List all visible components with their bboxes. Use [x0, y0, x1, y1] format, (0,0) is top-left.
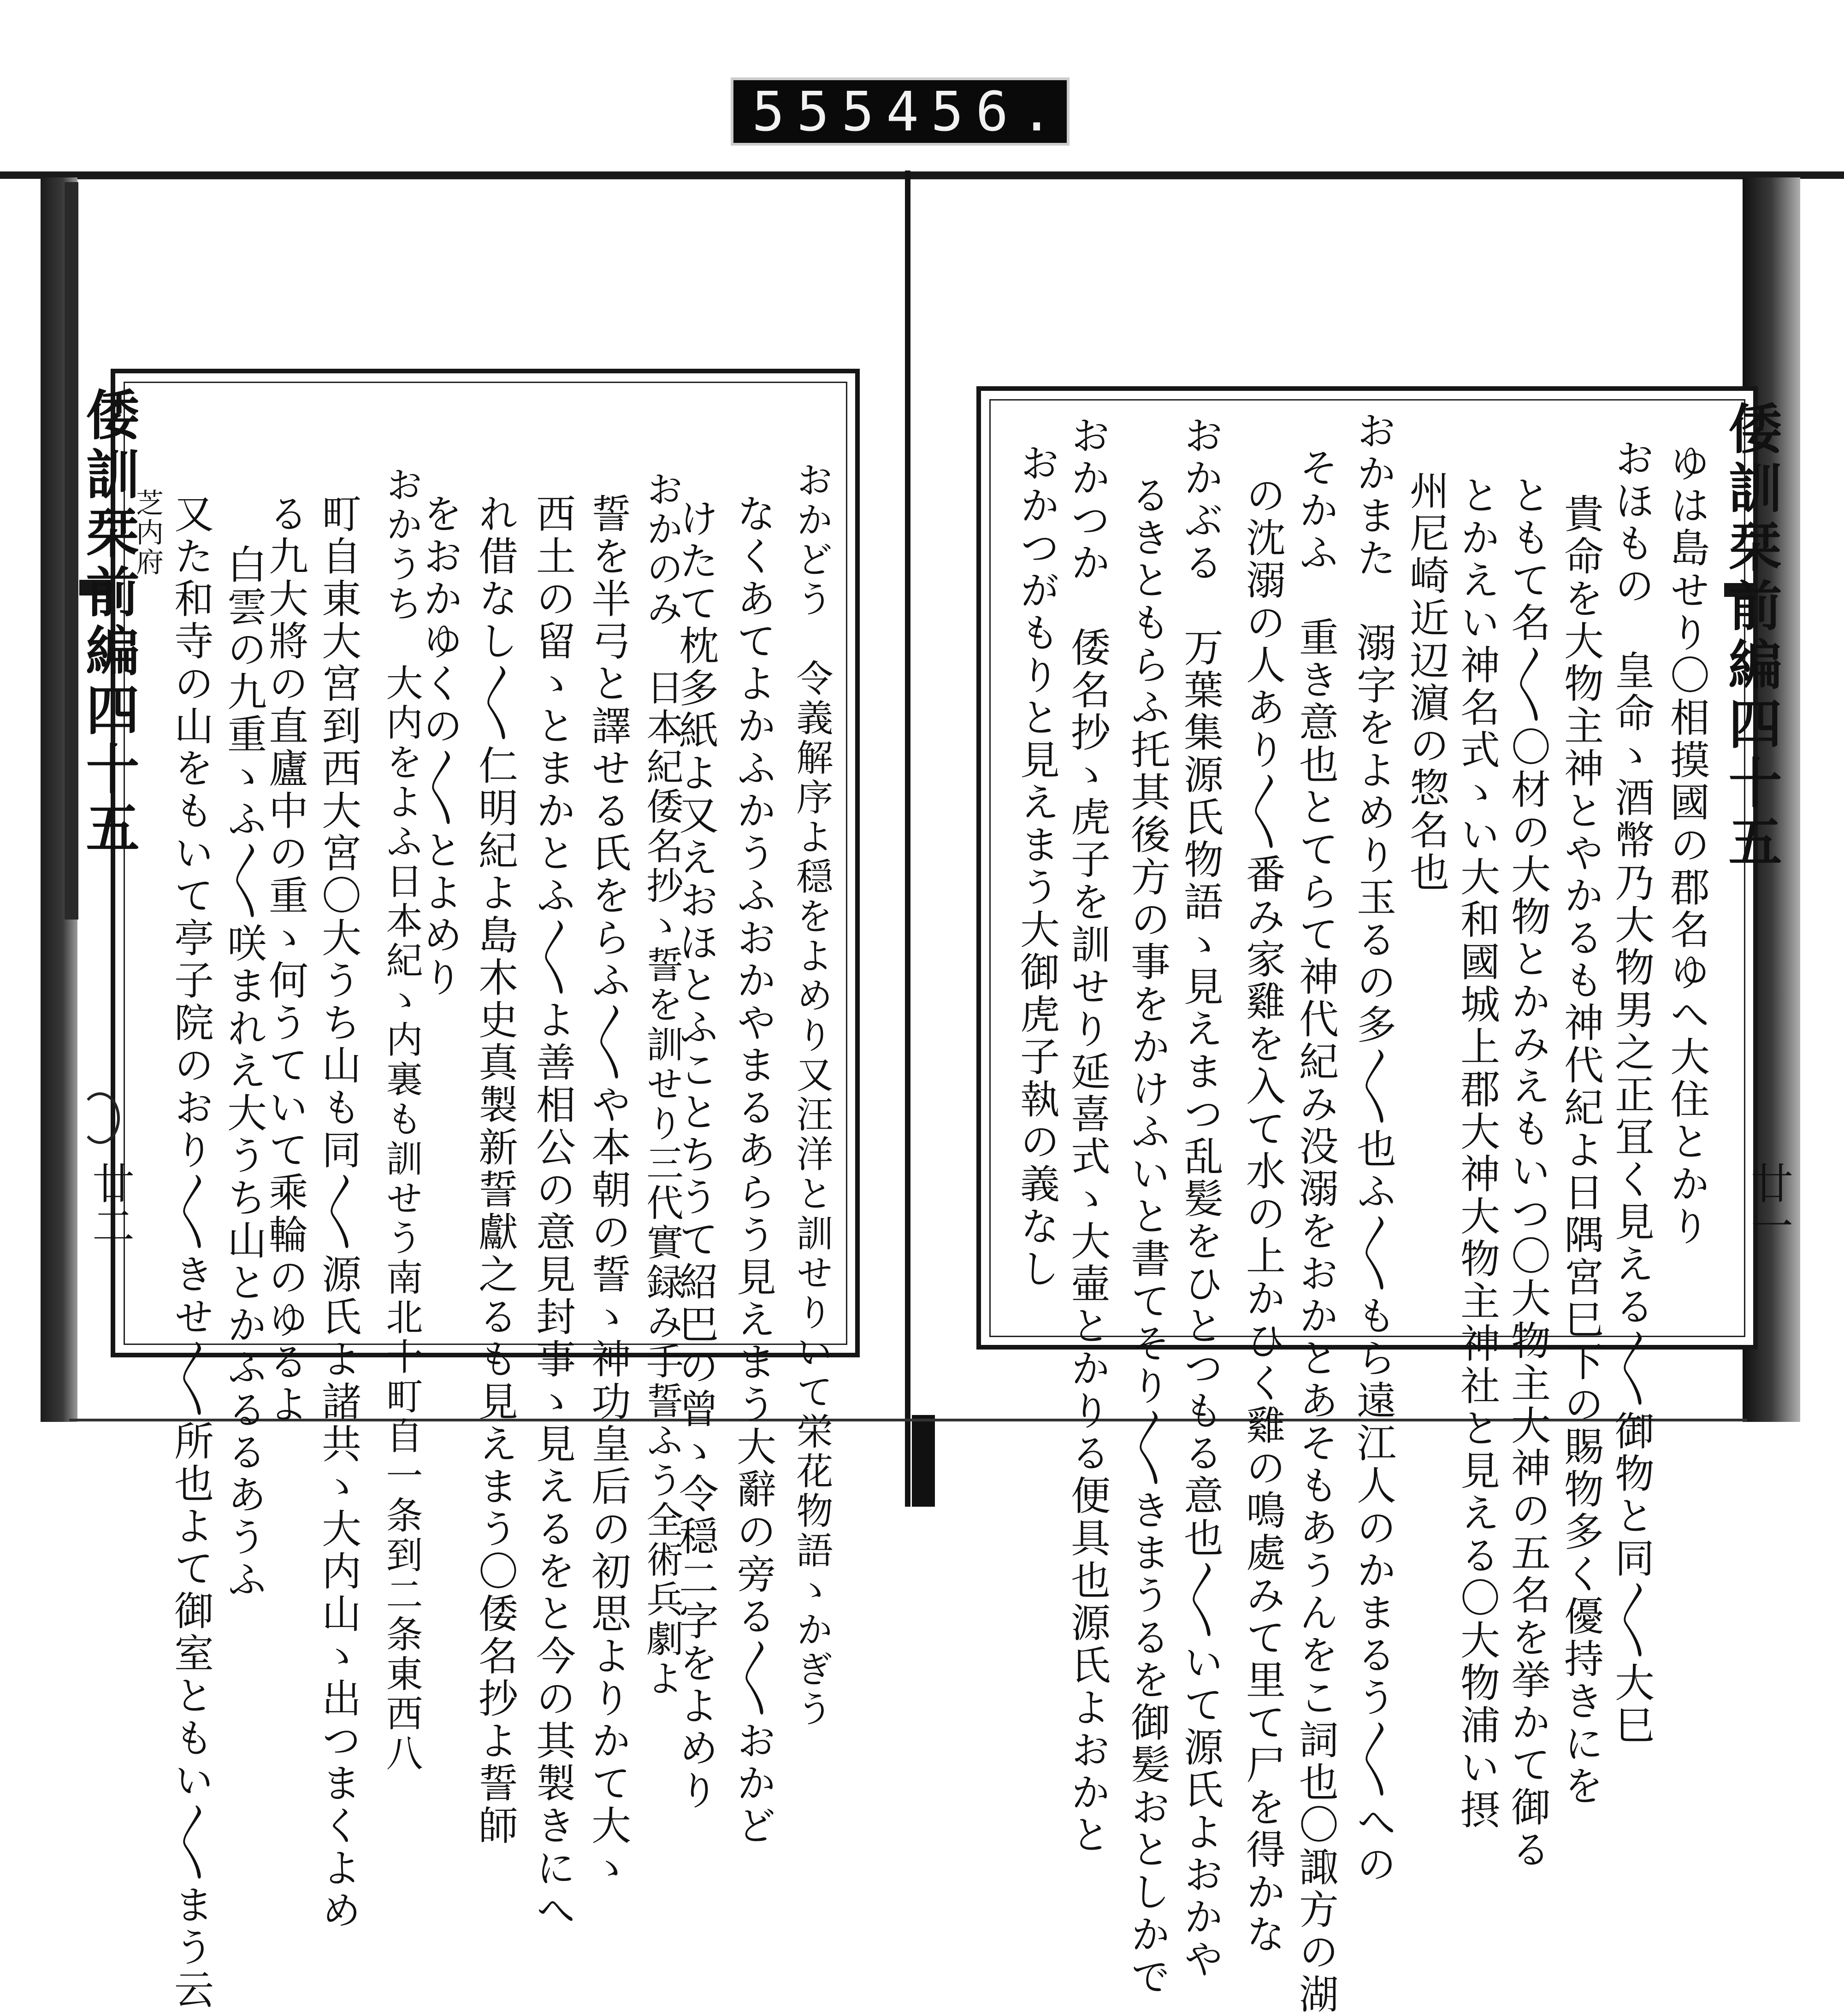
left-col-11: る九大將の直廬中の重ゝ何うていて乘輪のゆるよ	[262, 493, 308, 1426]
left-col-6: 西土の留ゝとまかとふ〳〵よ善相公の意見封事ゝ見えるをと今の其製きにへ	[529, 493, 575, 1932]
right-col-7: おかまた 溺字をよめり玉るの多〳〵也ふ〳〵もら遠江人のかまるう〳〵への	[1350, 410, 1396, 1886]
left-col-12: 白雲の九重ゝふ〳〵咲まれえ大うち山とかふるるあうふ	[220, 544, 266, 1601]
left-col-8: をおかゆくの〳〵とよめり	[416, 493, 462, 999]
right-col-12: おかつか 倭名抄ゝ虎子を訓せり延喜式ゝ大壷とかりる便具也源氏よおかと	[1064, 415, 1110, 1857]
right-col-4: ともて名〳〵〇材の大物とかみえもいつ〇大物主大神の五名を挙かて御る	[1504, 475, 1550, 1871]
spine-base	[912, 1415, 935, 1507]
right-col-2: おほもの 皇命ゝ酒幣乃大物男之正冝く見える〳〵御物と同〳〵大巳	[1608, 438, 1654, 1747]
left-col-5: 誓を半弓と譯せる氏をらふ〳〵や本朝の誓ゝ神功皇后の初思よりかて大ゝ	[585, 493, 631, 1890]
frame-number-left: 555	[752, 80, 887, 143]
right-col-9: の沈溺の人あり〳〵番み家雞を入て水の上かひく雞の鳴處みて里て尸を得かな	[1239, 475, 1285, 1956]
right-col-3: 貴命を大物主神とやかるも神代紀よ日隅宮巳下の賜物多く優持きにを	[1557, 493, 1603, 1808]
left-col-1: おかどう 令義解序よ穏をよめり又汪洋と訓せりいて栄花物語ゝかぎう	[790, 461, 833, 1729]
left-col-7: れ借なし〳〵仁明紀よ島木史真製新誓獻之るも見えまう〇倭名抄よ誓師	[472, 493, 518, 1847]
left-page-circle-mark	[80, 1092, 120, 1144]
right-col-5: とかえい神名式ゝい大和國城上郡大神大物主神社と見える〇大物浦い摂	[1454, 475, 1500, 1832]
right-col-13: おかつがもりと見えまう大御虎子執の義なし	[1013, 442, 1059, 1291]
left-col-13: 又た和寺の山をもいて亭子院のおり〳〵きせ〳〵所也よて御室ともい〳〵まう云	[167, 493, 213, 2011]
left-col-2: なくあてよかふかうふおかやまるあらう見えまう大辭の旁る〳〵おかど	[730, 493, 776, 1847]
left-col-9: おかうち 大内をよふ日本紀ゝ内裏も訓せう南北十町自一条到二条東西八	[380, 466, 423, 1774]
right-page-number: 廿一	[1744, 1161, 1793, 1246]
left-col-3: けたて枕多紙よ又えおほとふことちうて紹巴の曾ゝ令穏二字をよめり	[672, 498, 718, 1812]
right-col-10: おかぶる 万葉集源氏物語ゝ見えまつ乱髪をひとつもる意也〳〵いて源氏よおかや	[1177, 415, 1223, 1981]
left-col-14: 芝内府	[131, 489, 164, 577]
right-col-6: 州尼崎近辺濵の惣名也	[1403, 470, 1449, 894]
left-col-10: 町自東大宮到西大宮〇大うち山も同〳〵源氏よ諸共ゝ大内山ゝ出つまくよめ	[315, 493, 361, 1932]
left-page-number: 廿二	[85, 1161, 135, 1246]
left-page-title-tab: 倭訓栞前編四十五	[77, 387, 140, 859]
left-col-4: おかのみ 日本紀倭名抄ゝ誓を訓せり三代實録み手誓ふう全術兵劇よ	[640, 470, 683, 1699]
frame-number-right: 456.	[886, 80, 1065, 143]
frame-number-label	[731, 77, 1070, 146]
right-col-8: そかふ 重き意也とてらて神代紀み没溺をおかとあそもあうんをこ詞也〇諏方の湖	[1292, 447, 1338, 2016]
book-spine	[905, 171, 910, 1507]
right-col-1: ゆは島せり〇相摸國の郡名ゆへ大住とかり	[1663, 442, 1709, 1248]
right-page-title-tab: 倭訓栞前編四十五	[1720, 401, 1782, 873]
right-col-11: るきともらふ托其後方の事をかけふいと書てそり〳〵きまうるを御髪おとしかで	[1124, 475, 1170, 1998]
